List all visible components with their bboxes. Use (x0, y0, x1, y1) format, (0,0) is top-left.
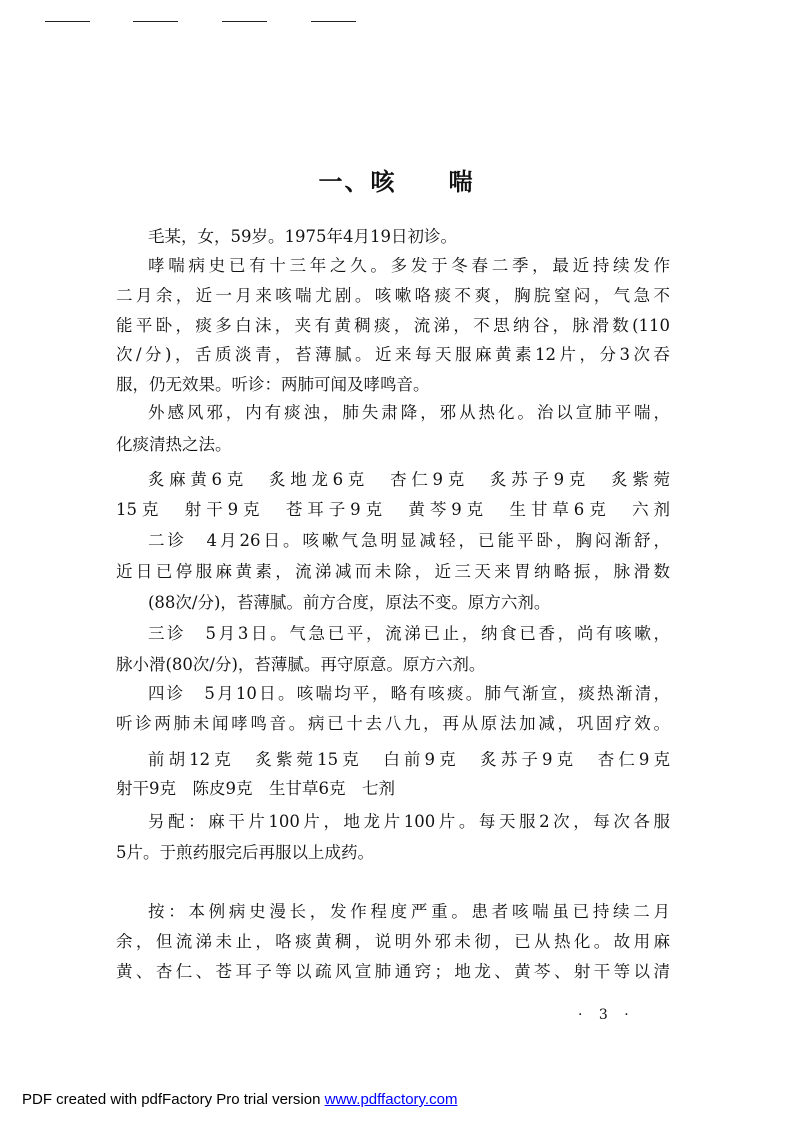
text-line: 前胡12克 炙紫菀15克 白前9克 炙苏子9克 杏仁9克 (148, 750, 670, 769)
text-line: 二诊 4月26日。咳嗽气急明显减轻，已能平卧，胸闷渐舒， (148, 531, 670, 550)
text-line: 炙麻黄6克 炙地龙6克 杏仁9克 炙苏子9克 炙紫菀 (148, 470, 670, 489)
text-line: 脉小滑(80次/分)，苔薄腻。再守原意。原方六剂。 (116, 655, 486, 674)
text-line: 三诊 5月3日。气急已平，流涕已止，纳食已香，尚有咳嗽， (148, 624, 670, 643)
header-rule (133, 21, 178, 22)
text-line: 二月余，近一月来咳喘尤剧。咳嗽咯痰不爽，胸脘窒闷，气急不 (116, 286, 670, 305)
text-line: 服，仍无效果。听诊：两肺可闻及哮鸣音。 (116, 375, 430, 394)
text-line: 射干9克 陈皮9克 生甘草6克 七剂 (116, 779, 395, 798)
text-line: 余，但流涕未止，咯痰黄稠，说明外邪未彻，已从热化。故用麻 (116, 932, 670, 951)
footer-link[interactable]: www.pdffactory.com (324, 1091, 458, 1108)
text-line: 哮喘病史已有十三年之久。多发于冬春二季，最近持续发作 (148, 256, 670, 275)
text-line: 能平卧，痰多白沫，夹有黄稠痰，流涕，不思纳谷，脉滑数(110 (116, 316, 670, 335)
text-line: 化痰清热之法。 (116, 435, 232, 454)
text-line: 另配：麻干片100片，地龙片100片。每天服2次，每次各服 (148, 812, 670, 831)
pdf-footer (22, 1091, 457, 1108)
header-rule (45, 21, 90, 22)
header-rule (311, 21, 356, 22)
text-line: 毛某，女，59岁。1975年4月19日初诊。 (148, 227, 457, 246)
text-line: 5片。于煎药服完后再服以上成药。 (116, 843, 374, 862)
footer-text: PDF created with pdfFactory Pro trial version (22, 1091, 325, 1108)
page-number: · 3 · (578, 1007, 635, 1023)
text-line: (88次/分)，苔薄腻。前方合度，原法不变。原方六剂。 (148, 593, 551, 612)
text-line: 四诊 5月10日。咳喘均平，略有咳痰。肺气渐宣，痰热渐清， (148, 684, 670, 703)
section-title: 一、咳 喘 (318, 167, 475, 196)
header-rule (222, 21, 267, 22)
text-line: 按：本例病史漫长，发作程度严重。患者咳喘虽已持续二月 (148, 902, 670, 921)
text-line: 次/分)，舌质淡青，苔薄腻。近来每天服麻黄素12片，分3次吞 (116, 345, 670, 364)
text-line: 近日已停服麻黄素，流涕减而未除，近三天来胃纳略振，脉滑数 (116, 562, 670, 581)
text-line: 15克 射干9克 苍耳子9克 黄芩9克 生甘草6克 六剂 (116, 500, 670, 519)
text-line: 外感风邪，内有痰浊，肺失肃降，邪从热化。治以宣肺平喘， (148, 403, 670, 422)
text-line: 黄、杏仁、苍耳子等以疏风宣肺通窍；地龙、黄芩、射干等以清 (116, 962, 670, 981)
text-line: 听诊两肺未闻哮鸣音。病已十去八九，再从原法加减，巩固疗效。 (116, 714, 670, 733)
